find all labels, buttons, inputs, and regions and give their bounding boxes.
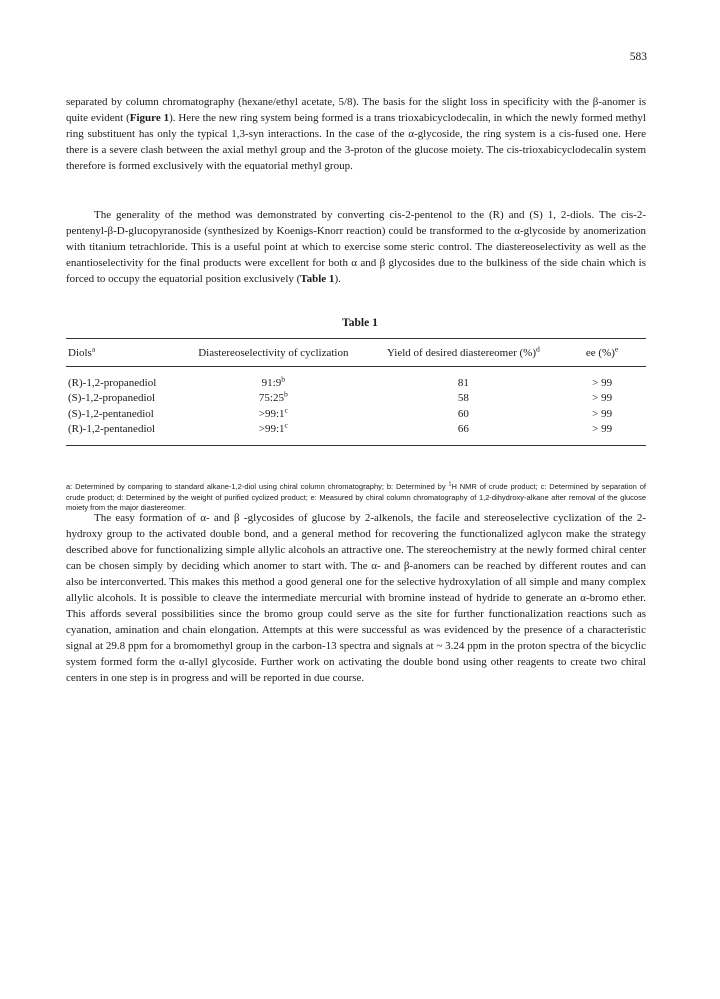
paragraph-2 <box>66 207 646 287</box>
table-row <box>66 406 646 422</box>
cell-diol: (R)-1,2-pentanediol <box>66 422 178 446</box>
paragraph-1-text: separated by column chromatography (hexane/ethyl acetate, 5/8). The basis for the slight loss in specificity with the β-anomer is quite evident ( <box>66 96 646 124</box>
header-yield: Yield of desired diastereomer (%)$^d$ <box>369 339 559 367</box>
figure-reference: Figure 1 <box>129 112 170 124</box>
cell-ratio: 75:25$^b$ <box>258 389 288 405</box>
cell-ee: > 99 <box>558 422 646 446</box>
cell-yield: 81 <box>457 376 469 389</box>
paragraph-1-text-cont: ). Here the new ring system being formed is a trans trioxabicyclodecalin, in which the newly formed methyl ring substituent has only the typical 1,3-syn interactions. In the case of the α-glycoside, the ring system is a cis-fused one. Here there is a severe clash between the axial methyl group and the 3-proton of the glucose moiety. The cis-trioxabicyclodecalin system therefore is formed exclusively with the equatorial methyl group. <box>66 112 646 172</box>
table-footnote: a: Determined by comparing to standard alkane-1,2-diol using chiral column chromatography; b: Determined by $^1$H NMR of crude product; c: Determined by separation of crude product; d: Determined by the weight of purified cyclized product; e: Measured by chiral column chromatography of 1,2-dihydroxy-alkane after removal of the glucose moiety from the major diastereomer. <box>66 481 646 512</box>
cell-ratio: $>99:1^c$ <box>258 405 288 420</box>
cell-diol: (S)-1,2-propanediol <box>68 392 156 405</box>
cell-ee: > 99 <box>592 392 613 405</box>
results-table <box>66 338 646 446</box>
table-title: Table 1 <box>342 317 378 329</box>
table-header-row <box>66 339 646 367</box>
page-number: 583 <box>629 51 647 63</box>
cell-diol: (S)-1,2-pentanediol <box>68 407 154 420</box>
paragraph-2-end: ). <box>334 273 341 285</box>
paragraph-1 <box>66 94 646 174</box>
table-row <box>66 422 646 446</box>
cell-yield: 66 <box>369 422 559 446</box>
paragraph-2-text: The generality of the method was demonstrated by converting cis-2-pentenol to the (R) and (S) 1, 2-diols. The cis-2-pentenyl-β-D-glucopyranoside (synthesized by Koenigs-Knorr reaction) could be transformed to the α-glycoside by anomerization with titanium tetrachloride. This is a useful point at which to exercise some steric control. The diastereoselectivity as well as the enantioselectivity for the final products were excellent for both α and β glycosides due to the bulkiness of the side chain which is forced to occupy the equatorial position exclusively ( <box>66 209 646 285</box>
header-ee: ee (%)$^e$ <box>558 339 646 367</box>
table-row <box>66 391 646 407</box>
cell-yield: 58 <box>457 392 469 405</box>
cell-yield: 60 <box>457 407 469 420</box>
cell-ee: > 99 <box>592 407 613 420</box>
cell-ee: > 99 <box>592 376 613 389</box>
cell-ratio: $>99:1^c$ <box>178 422 369 446</box>
header-diastereoselectivity: Diastereoselectivity of cyclization <box>178 339 369 367</box>
table-row <box>66 367 646 391</box>
cell-ratio: 91:9$^b$ <box>261 374 286 389</box>
header-diols: Diols$^a$ <box>66 339 178 367</box>
cell-diol: (R)-1,2-propanediol <box>68 376 157 389</box>
table-reference: Table 1 <box>300 273 335 285</box>
paragraph-3: The easy formation of α- and β -glycosides of glucose by 2-alkenols, the facile and stereoselective cyclization of the 2-hydroxy group to the activated double bond, and a general method for recovering the functionalized aglycon make the strategy described above for functionalizing simple allylic alcohols an attractive one. The stereochemistry at the newly formed chiral center can be chosen simply by deciding which anomer to start with. The α- and β-anomers can be reached by different routes and can also be interconverted. This makes this method a good general one for the selective hydroxylation of all simple and many complex allylic alcohols. It is possible to cleave the intermediate mercurial with bromine instead of hydride to generate an α-bromo ether. This affords several possibilities since the bromo group could serve as the site for further functionalization reactions such as cyanation, amination and chain elongation. Attempts at this were successful as was evidenced by the presence of a characteristic signal at 29.8 ppm for a bromomethyl group in the carbon-13 spectra and signals at ~ 3.24 ppm in the proton spectra of the bicyclic system formed form the α-allyl glycoside. Further work on activating the double bond using other reagents to create two chiral centers in one step is in progress and will be reported in due course. <box>66 512 646 684</box>
